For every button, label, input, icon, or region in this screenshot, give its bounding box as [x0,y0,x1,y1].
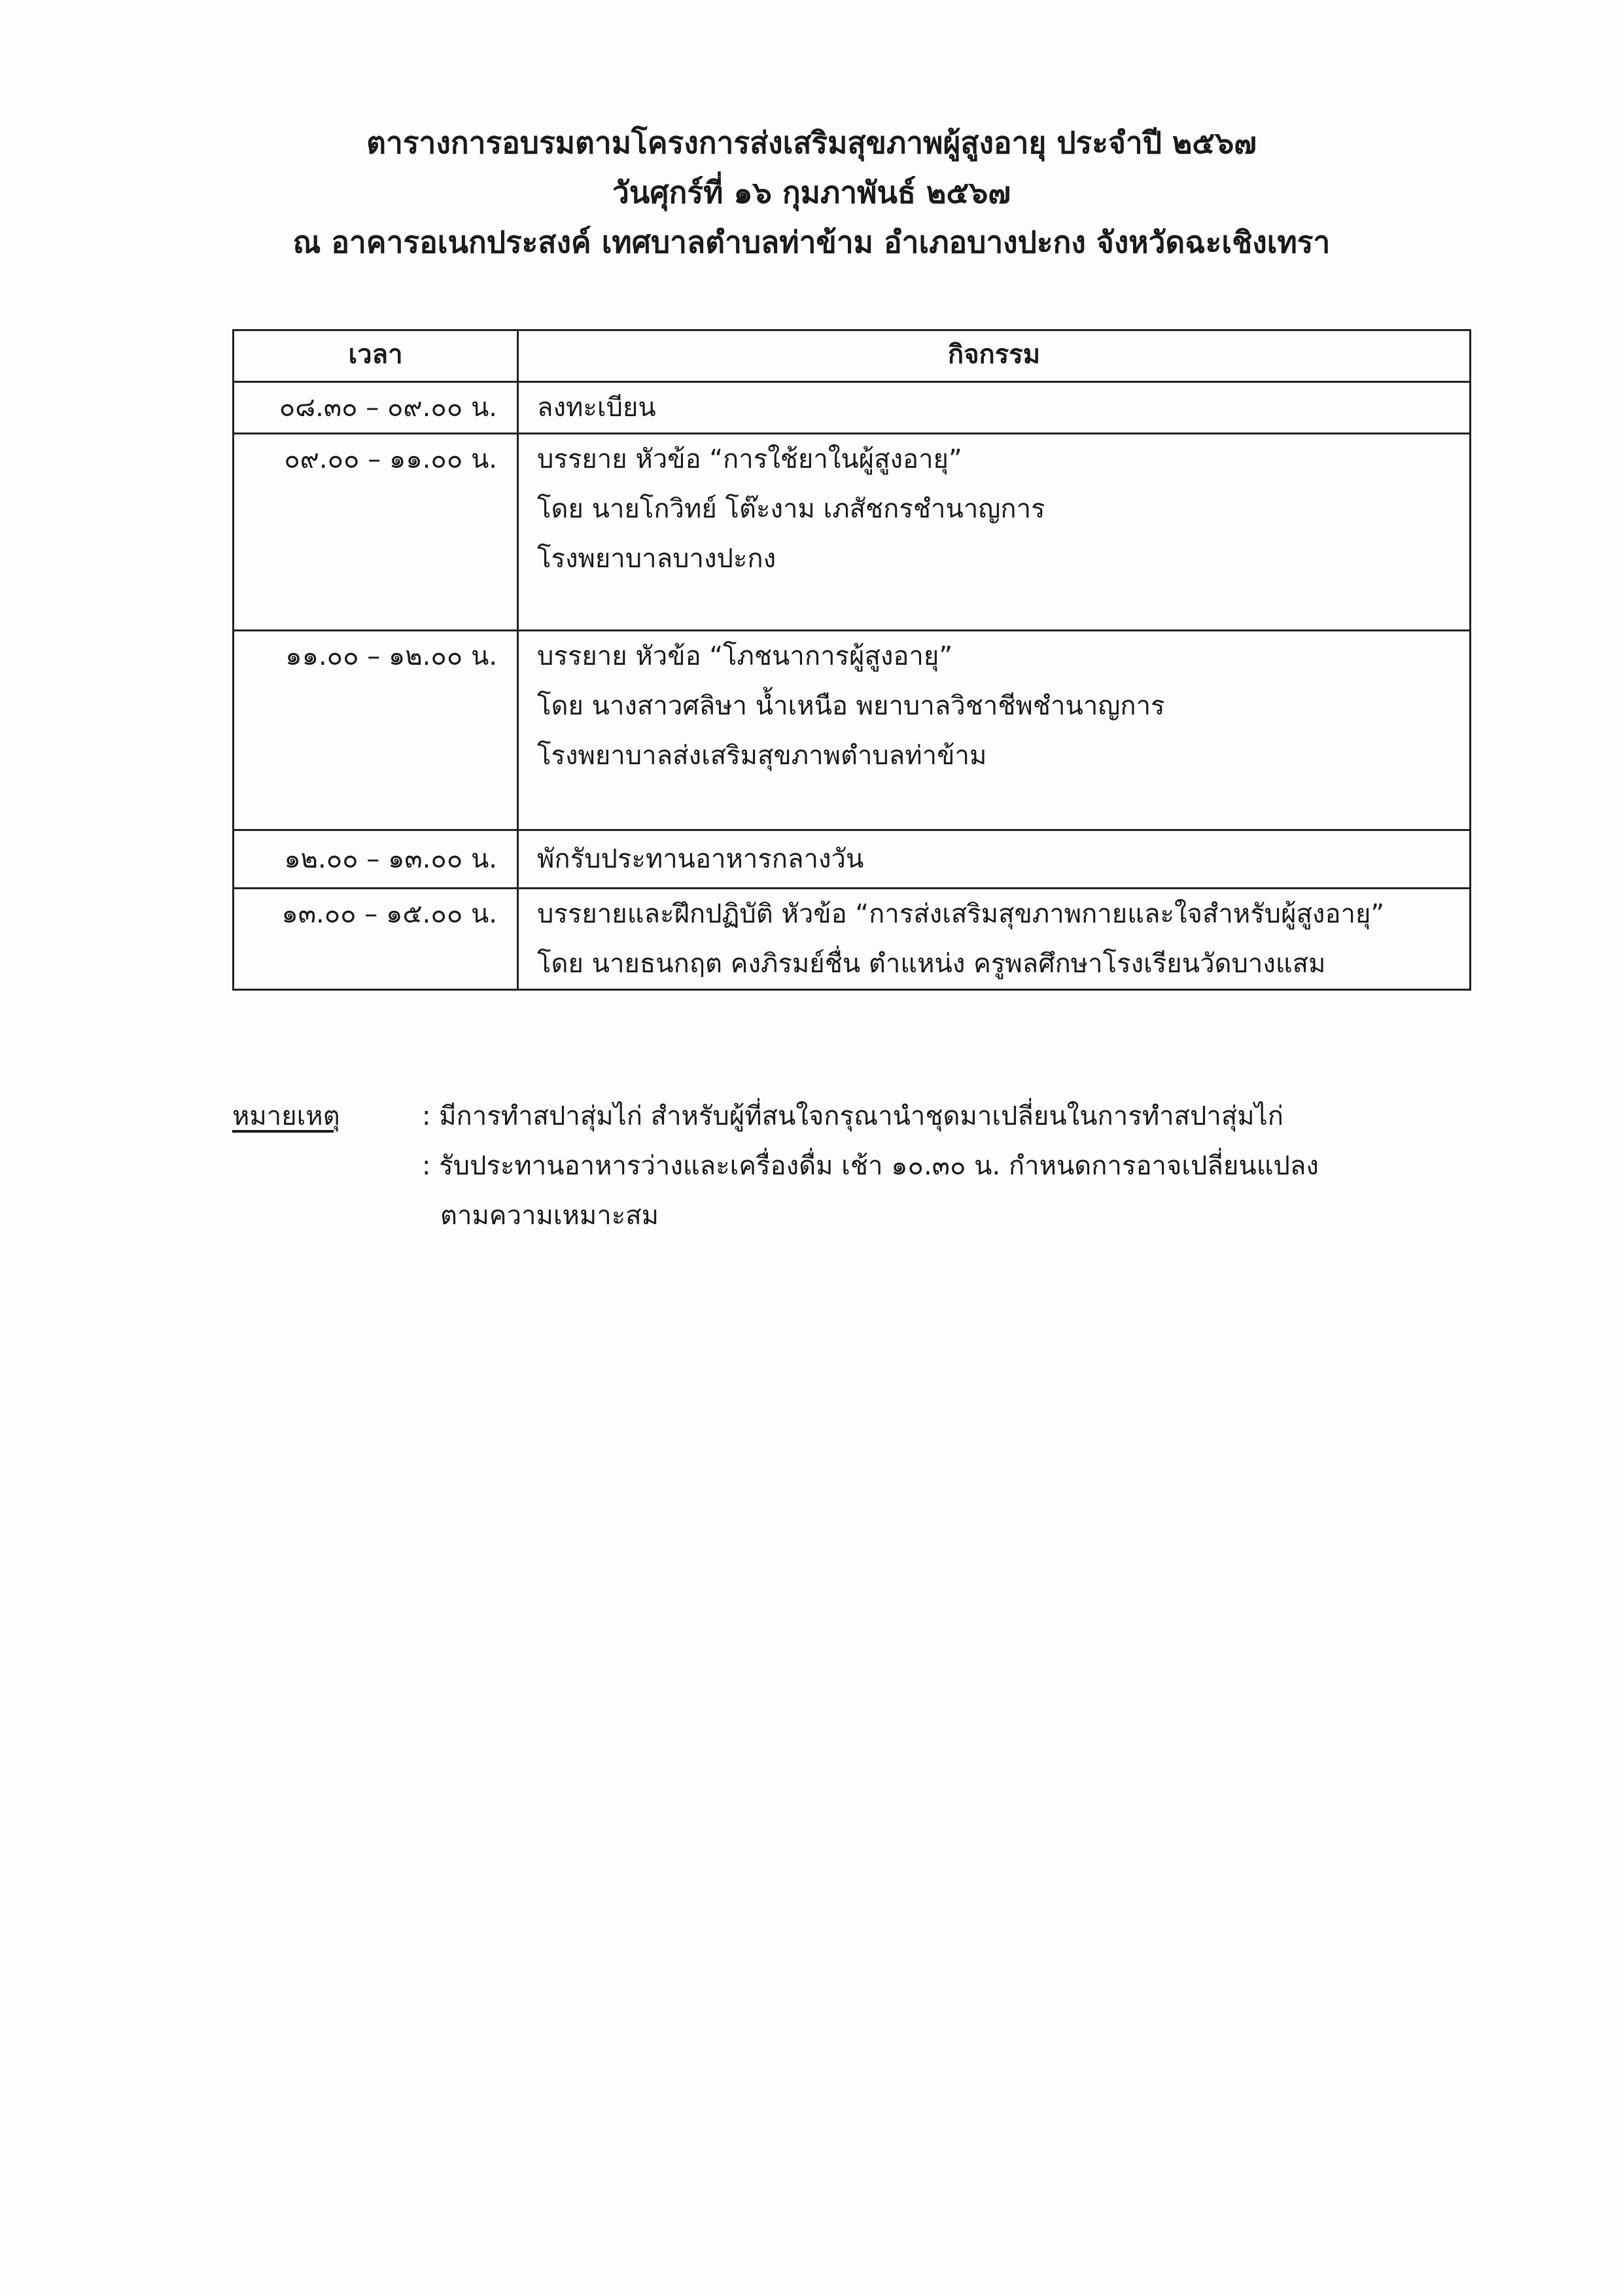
row-activity [518,434,1471,631]
table-header-row [234,330,1471,382]
title-line-3: ณ อาคารอเนกประสงค์ เทศบาลตำบลท่าข้าม อำเภอบางปะกง จังหวัดฉะเชิงเทรา [292,224,1331,260]
activity-line: บรรยาย หัวข้อ “การใช้ยาในผู้สูงอายุ” [537,444,962,474]
note-item: : มีการทำสปาสุ่มไก่ สำหรับผู้ที่สนใจกรุณานำชุดมาเปลี่ยนในการทำสปาสุ่มไก่ [422,1101,1283,1131]
activity-line: พักรับประทานอาหารกลางวัน [537,844,864,874]
activity-line: ลงทะเบียน [537,393,656,423]
row-activity [518,631,1471,830]
title-line-1: ตารางการอบรมตามโครงการส่งเสริมสุขภาพผู้สูงอายุ ประจำปี ๒๕๖๗ [366,125,1257,160]
table-row [234,434,1471,631]
header-activity: กิจกรรม [518,330,1471,382]
activity-line: โดย นายโกวิทย์ โต๊ะงาม เภสัชกรชำนาญการ [537,494,1045,524]
row-time: ๐๘.๓๐ – ๐๙.๐๐ น. [234,382,518,434]
activity-line: โรงพยาบาลส่งเสริมสุขภาพตำบลท่าข้าม [537,741,987,771]
row-activity [518,382,1471,434]
schedule-table [232,329,1471,991]
table-row [234,382,1471,434]
notes-list [422,1091,1462,1241]
activity-line: โดย นายธนกฤต คงภิรมย์ชื่น ตำแหน่ง ครูพลศึกษาโรงเรียนวัดบางแสม [537,949,1326,979]
table-row [234,889,1471,990]
note-item: : รับประทานอาหารว่างและเครื่องดื่ม เช้า ๑๐.๓๐ น. กำหนดการอาจเปลี่ยนแปลง [422,1151,1319,1181]
row-activity [518,889,1471,990]
table-row [234,631,1471,830]
row-activity [518,830,1471,889]
row-time: ๑๑.๐๐ – ๑๒.๐๐ น. [234,631,518,830]
activity-line: บรรยาย หัวข้อ “โภชนาการผู้สูงอายุ” [537,641,953,671]
header-time: เวลา [234,330,518,382]
title-line-2: วันศุกร์ที่ ๑๖ กุมภาพันธ์ ๒๕๖๗ [612,175,1011,210]
note-item-continuation: ตามความเหมาะสม [440,1201,659,1231]
row-time: ๑๓.๐๐ – ๑๕.๐๐ น. [234,889,518,990]
document-header [0,118,1623,267]
activity-line: โรงพยาบาลบางปะกง [537,544,777,574]
activity-line: บรรยายและฝึกปฏิบัติ หัวข้อ “การส่งเสริมสุขภาพกายและใจสำหรับผู้สูงอายุ” [537,899,1385,929]
table-row [234,830,1471,889]
notes-label: หมายเหตุ [232,1101,340,1131]
activity-line: โดย นางสาวศลิษา น้ำเหนือ พยาบาลวิชาชีพชำนาญการ [537,691,1165,721]
row-time: ๑๒.๐๐ – ๑๓.๐๐ น. [234,830,518,889]
row-time: ๐๙.๐๐ – ๑๑.๐๐ น. [234,434,518,631]
